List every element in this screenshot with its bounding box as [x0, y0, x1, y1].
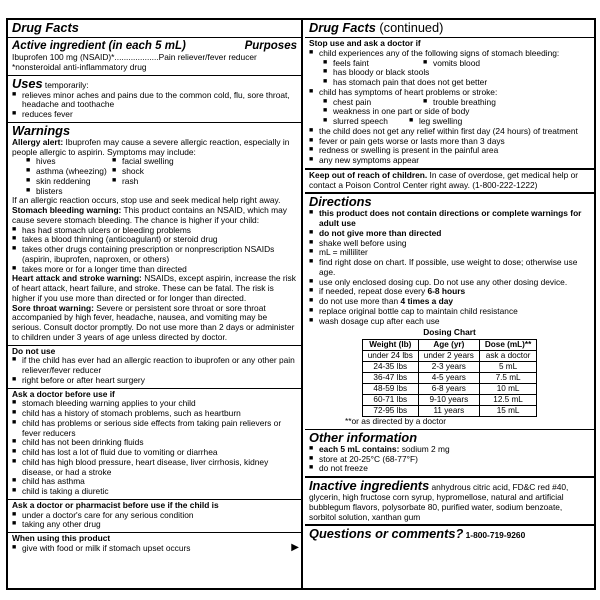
active-ingredient-section	[8, 38, 301, 76]
inactive-ingredients-title: Inactive ingredients	[309, 478, 430, 493]
allergy-alert-text: Ibuprofen may cause a severe allergic reaction, especially in people allergic to aspirin. Symptoms may include:	[12, 136, 290, 157]
when-using-section	[8, 533, 301, 556]
stop-use-section	[305, 38, 594, 170]
list-item: ■ stomach bleeding warning applies to your child	[12, 399, 297, 409]
questions-title: Questions or comments?	[309, 526, 464, 542]
list-item: ■ child has asthma	[12, 477, 297, 487]
uses-section	[8, 76, 301, 123]
questions-section	[305, 526, 594, 543]
stomach-warning-text: This product contains an NSAID, which may cause severe stomach bleeding. The chance is higher if your child:	[12, 205, 287, 225]
allergy-after-text: If an allergic reaction occurs, stop use and seek medical help right away.	[12, 195, 281, 206]
list-item: ■ child has problems or serious side effects from taking pain relievers or fever reducers	[12, 419, 297, 439]
sign-item: ■ weakness in one part or side of body	[323, 107, 590, 117]
table-row	[362, 373, 537, 384]
column-header: Weight (lb)	[362, 340, 418, 351]
uses-title: Uses	[12, 75, 43, 91]
sign-item: ■ trouble breathing	[423, 98, 590, 108]
list-item: ■ this product does not contain directions or complete warnings for adult use	[309, 209, 590, 229]
sign-item: ■ chest pain	[323, 98, 423, 108]
symptom-item: ■ hives	[26, 157, 112, 167]
table-cell: under 2 years	[418, 351, 479, 362]
list-item: ■ child has not been drinking fluids	[12, 438, 297, 448]
list-item: ■ child has symptoms of heart problems or stroke:	[309, 88, 590, 98]
table-cell: ask a doctor	[479, 351, 536, 362]
list-item: ■ takes a blood thinning (anticoagulant) or steroid drug	[12, 235, 297, 245]
table-cell: 4-5 years	[418, 373, 479, 384]
other-information-section	[305, 430, 594, 478]
list-item: ■ child has a history of stomach problems, such as heartburn	[12, 409, 297, 419]
table-row	[362, 362, 537, 373]
when-using-title: When using this product	[12, 533, 111, 543]
active-ingredient-note: *nonsteroidal anti-inflammatory drug	[12, 61, 147, 72]
table-row	[362, 351, 537, 362]
drug-facts-header-section	[8, 20, 301, 38]
allergy-alert-label: Allergy alert:	[12, 136, 64, 147]
do-not-use-title: Do not use	[12, 345, 56, 356]
dosing-chart-title: Dosing Chart	[423, 327, 476, 338]
max-dose-times: 4 times a day	[400, 296, 454, 306]
throat-warning-text: Severe or persistent sore throat or sore throat accompanied by high fever, headache, nausea, and vomiting may be serious. Consult doctor promptly. Do not use more than 2 days or administer to children under 3 years of age unless directed by doctor.	[12, 302, 295, 342]
keep-out-section	[305, 170, 594, 195]
table-cell: 12.5 mL	[479, 395, 536, 406]
repeat-dose-hours: 6-8 hours	[427, 286, 466, 297]
list-item: ■ use only enclosed dosing cup. Do not use any other dosing device.	[309, 278, 590, 288]
continued-suffix: (continued)	[379, 20, 444, 35]
ask-pharmacist-section	[8, 500, 301, 533]
table-cell: 48-59 lbs	[362, 384, 418, 395]
list-item: ■ give with food or milk if stomach upset occurs	[12, 544, 297, 554]
table-cell: under 24 lbs	[362, 351, 418, 362]
ask-pharmacist-title: Ask a doctor or pharmacist before use if the child is	[12, 499, 219, 510]
table-cell: 72-95 lbs	[362, 406, 418, 417]
list-item: ■ find right dose on chart. If possible, use weight to dose; otherwise use age.	[309, 258, 590, 278]
inactive-ingredients-text: anhydrous citric acid, FD&C red #40, glycerin, high fructose corn syrup, hypromellose, natural and artificial bubblegum flavors, polysorbate 80, purified water, sodium benzoate, sorbitol solution, xanthan gum	[309, 482, 569, 522]
symptom-item: ■ shock	[112, 167, 297, 177]
list-item: ■ the child does not get any relief within first day (24 hours) of treatment	[309, 127, 590, 137]
uses-subtitle: temporarily:	[44, 79, 89, 90]
list-item: ■ relieves minor aches and pains due to the common cold, flu, sore throat, headache and toothache	[12, 91, 297, 111]
list-item: ■ takes more or for a longer time than directed	[12, 265, 297, 275]
directions-section	[305, 194, 594, 430]
drug-facts-continued-header: Drug Facts	[309, 20, 376, 35]
sign-item: ■ vomits blood	[423, 59, 590, 69]
questions-phone: 1-800-719-9260	[465, 530, 526, 541]
list-item: ■ store at 20-25°C (68-77°F)	[309, 455, 590, 465]
column-header: Dose (mL)**	[479, 340, 536, 351]
sign-item: ■ feels faint	[323, 59, 423, 69]
other-information-title: Other information	[309, 429, 418, 445]
inactive-ingredients-section	[305, 478, 594, 526]
ask-doctor-section	[8, 389, 301, 500]
drug-facts-header: Drug Facts	[12, 20, 79, 35]
sign-item: ■ slurred speech	[323, 117, 409, 127]
table-row	[362, 395, 537, 406]
drug-facts-continued-header-section	[305, 20, 594, 38]
list-item: ■ has had stomach ulcers or bleeding problems	[12, 226, 297, 236]
table-cell: 10 mL	[479, 384, 536, 395]
keep-out-text: In case of overdose, get medical help or contact a Poison Control Center right away. (1-800-222-1222)	[309, 169, 579, 190]
list-item: ■ wash dosage cup after each use	[309, 317, 590, 327]
list-item: ■ takes other drugs containing prescription or nonprescription NSAIDs (aspirin, ibuprofen, naproxen, or others)	[12, 245, 297, 265]
list-item: ■ child has high blood pressure, heart disease, liver cirrhosis, kidney disease, or had a stroke	[12, 458, 297, 478]
active-ingredient-line: Ibuprofen 100 mg (NSAID)*...................Pain reliever/fever reducer	[12, 52, 257, 62]
symptom-item: ■ facial swelling	[112, 157, 297, 167]
left-column	[8, 20, 303, 588]
max-dose-prefix: do not use more than	[319, 296, 399, 306]
list-item: ■ reduces fever	[12, 110, 297, 120]
stop-use-title: Stop use and ask a doctor if	[309, 38, 421, 48]
symptom-item: ■ skin reddening	[26, 177, 112, 187]
symptom-item: ■ asthma (wheezing)	[26, 167, 112, 177]
symptom-item: ■ rash	[112, 177, 297, 187]
table-cell: 15 mL	[479, 406, 536, 417]
symptom-list	[12, 157, 297, 196]
table-cell: 24-35 lbs	[362, 362, 418, 373]
dosing-chart-table	[362, 339, 538, 417]
list-item: ■ taking any other drug	[12, 520, 297, 530]
table-cell: 60-71 lbs	[362, 395, 418, 406]
do-not-use-section	[8, 346, 301, 389]
list-item: ■ do not freeze	[309, 464, 590, 474]
directions-title: Directions	[309, 194, 372, 210]
list-item: ■ replace original bottle cap to maintain child resistance	[309, 307, 590, 317]
column-header: Age (yr)	[418, 340, 479, 351]
repeat-dose-prefix: if needed, repeat dose every	[319, 286, 426, 297]
list-item: ■ any new symptoms appear	[309, 156, 590, 166]
table-cell: 36-47 lbs	[362, 373, 418, 384]
sodium-text: sodium 2 mg	[401, 443, 450, 454]
table-row	[362, 406, 537, 417]
list-item: ■ child has lost a lot of fluid due to vomiting or diarrhea	[12, 448, 297, 458]
list-item: ■ if the child has ever had an allergic reaction to ibuprofen or any other pain reliever/fever reducer	[12, 356, 297, 376]
list-item: ■ do not give more than directed	[309, 229, 590, 239]
warnings-title: Warnings	[12, 122, 71, 138]
keep-out-label: Keep out of reach of children.	[309, 169, 428, 180]
heart-warning-text: NSAIDs, except aspirin, increase the risk of heart attack, heart failure, and stroke. These can be fatal. The risk is higher if you use more than directed or for longer than directed.	[12, 273, 296, 303]
symptom-item: ■ blisters	[26, 187, 112, 197]
drug-facts-label	[6, 18, 596, 590]
sign-item: ■ has bloody or black stools	[323, 68, 590, 78]
table-row	[362, 384, 537, 395]
list-item: ■ shake well before using	[309, 239, 590, 249]
throat-warning-label: Sore throat warning:	[12, 302, 94, 313]
table-cell: 11 years	[418, 406, 479, 417]
heart-warning-label: Heart attack and stroke warning:	[12, 273, 142, 284]
table-cell: 9-10 years	[418, 395, 479, 406]
purposes-title: Purposes	[244, 40, 297, 52]
list-item: ■ child is taking a diuretic	[12, 487, 297, 497]
list-item: ■ redness or swelling is present in the painful area	[309, 146, 590, 156]
list-item: ■ fever or pain gets worse or lasts more than 3 days	[309, 137, 590, 147]
ask-doctor-title: Ask a doctor before use if	[12, 388, 115, 399]
right-column	[305, 20, 594, 588]
sign-item: ■ leg swelling	[409, 117, 590, 127]
table-cell: 5 mL	[479, 362, 536, 373]
dosing-footnote: **or as directed by a doctor	[345, 416, 447, 426]
sodium-label: each 5 mL contains:	[319, 443, 400, 454]
table-cell: 7.5 mL	[479, 373, 536, 384]
table-cell: 6-8 years	[418, 384, 479, 395]
active-ingredient-title: Active ingredient (in each 5 mL)	[12, 40, 186, 52]
list-item: ■ child experiences any of the following signs of stomach bleeding:	[309, 49, 590, 59]
list-item: ■ under a doctor's care for any serious condition	[12, 511, 297, 521]
warnings-section	[8, 123, 301, 346]
sign-item: ■ has stomach pain that does not get better	[323, 78, 590, 88]
continue-arrow-icon: ▶	[291, 541, 299, 553]
list-item: ■ mL = milliliter	[309, 248, 590, 258]
table-header-row	[362, 340, 537, 351]
list-item: ■ right before or after heart surgery	[12, 376, 297, 386]
stomach-warning-label: Stomach bleeding warning:	[12, 205, 122, 215]
table-cell: 2-3 years	[418, 362, 479, 373]
